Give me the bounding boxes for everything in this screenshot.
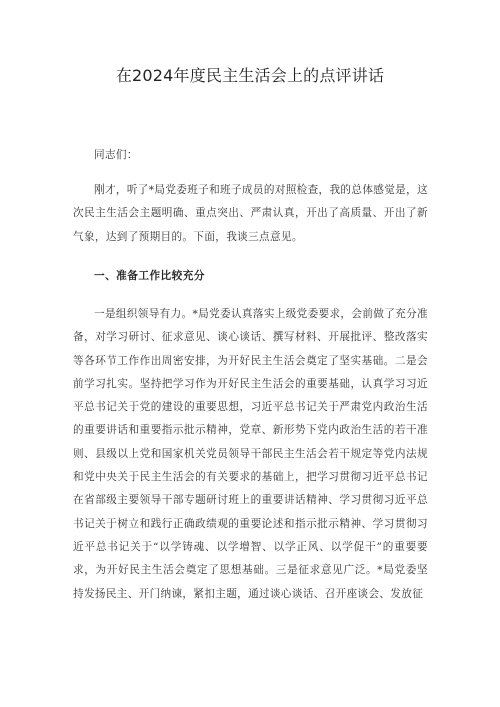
greeting-text: 同志们： <box>94 149 138 161</box>
paragraph-1: 刚才，听了*局党委班子和班子成员的对照检查，我的总体感觉是，这次民主生活会主题明确、重点突出、严肃认真，开出了高质量、开出了新气象，达到了预期目的。下面，我谈三点意见。 <box>73 184 428 243</box>
section-heading-1: 一、准备工作比较充分 <box>94 270 205 282</box>
document-title: 在2024年度民主生活会上的点评讲话 <box>115 66 385 85</box>
paragraph-2: 一是组织领导有力。*局党委认真落实上级党委要求，会前做了充分准备，对学习研讨、征求意见、谈心谈话、撰写材料、开展批评、整改落实等各环节工作作出周密安排，为开好民主生活会奠定了坚实基础。二是会前学习扎实。坚持把学习作为开好民主生活会的重要基础，认真学习习近平总书记关于党的建设的重要思想，习近平总书记关于严肃党内政治生活的重要讲话和重要指示批示精神，党章、新形势下党内政治生活的若干准则、县级以上党和国家机关党员领导干部民主生活会若干规定等党内法规和党中央关于民主生活会的有关要求的基础上，把学习贯彻习近平总书记在省部级主要领导干部专题研讨班上的重要讲话精神、学习贯彻习近平总书记关于树立和践行正确政绩观的重要论述和指示批示精神、学习贯彻习近平总书记关于“以学铸魂、以学增智、以学正风、以学促干”的重要要求，为开好民主生活会奠定了思想基础。三是征求意见广泛。*局党委坚持发扬民主、开门纳谏，紧扣主题，通过谈心谈话、召开座谈会、发放征 <box>73 308 428 600</box>
